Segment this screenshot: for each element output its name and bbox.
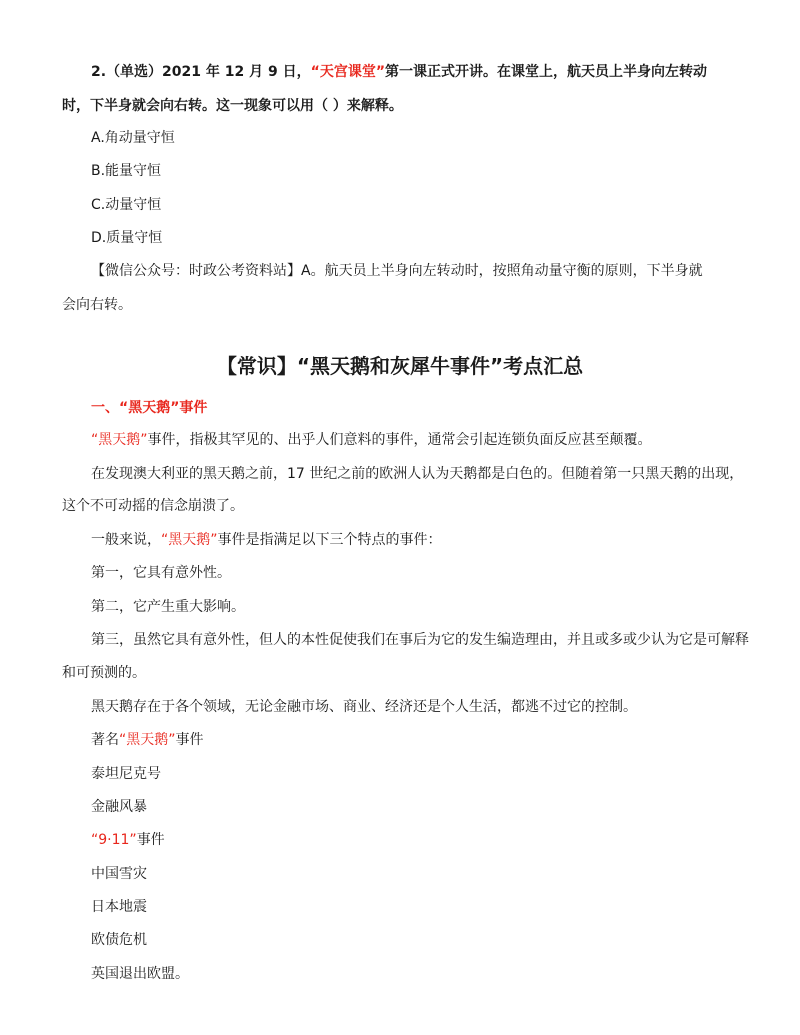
911-highlight: “9·11”	[91, 832, 137, 848]
list-item: 欧债危机	[91, 932, 147, 948]
paragraph-2-line-2: 这个不可动摇的信念崩溃了。	[62, 498, 244, 514]
paragraph-3-prefix: 一般来说，	[91, 532, 161, 548]
paragraph-1-text: 事件，指极其罕见的、出乎人们意料的事件，通常会引起连锁负面反应甚至颠覆。	[147, 432, 652, 448]
paragraph-2-line-1: 在发现澳大利亚的黑天鹅之前，17 世纪之前的欧洲人认为天鹅都是白色的。但随着第一只黑天鹅的出现，	[91, 466, 744, 482]
answer-line-1: 【微信公众号：时政公考资料站】A。航天员上半身向左转动时，按照角动量守衡的原则，下半身就	[91, 263, 703, 279]
option-c: C.动量守恒	[91, 197, 162, 213]
event-suffix: 事件	[136, 832, 165, 848]
paragraph-1	[91, 430, 652, 450]
black-swan-highlight: “黑天鹅”	[91, 432, 148, 448]
answer-line-2: 会向右转。	[62, 297, 132, 313]
list-item: 日本地震	[91, 899, 147, 915]
list-item: 泰坦尼克号	[91, 766, 161, 782]
black-swan-highlight: “黑天鹅”	[119, 732, 176, 748]
famous-prefix: 著名	[91, 732, 119, 748]
paragraph-3-suffix: 事件是指满足以下三个特点的事件：	[217, 532, 442, 548]
black-swan-highlight: “黑天鹅”	[161, 532, 218, 548]
option-d: D.质量守恒	[91, 230, 163, 246]
famous-suffix: 事件	[175, 732, 204, 748]
question-text-1: 第一课正式开讲。在课堂上，航天员上半身向左转动	[385, 64, 708, 80]
option-b: B.能量守恒	[91, 163, 162, 179]
paragraph-4: 黑天鹅存在于各个领域，无论金融市场、商业、经济还是个人生活，都逃不过它的控制。	[91, 699, 637, 715]
list-item: 中国雪灾	[91, 866, 147, 882]
section-heading: 一、“黑天鹅”事件	[91, 400, 208, 416]
paragraph-3	[91, 530, 442, 550]
point-2: 第二，它产生重大影响。	[91, 599, 245, 615]
question-line-2: 时，下半身就会向右转。这一现象可以用（ ）来解释。	[62, 98, 403, 114]
question-number-date: 2.（单选）2021 年 12 月 9 日，	[91, 64, 311, 80]
section-title: 【常识】“黑天鹅和灰犀牛事件”考点汇总	[216, 354, 584, 378]
point-3-line-2: 和可预测的。	[62, 665, 146, 681]
tiangong-highlight: “天宫课堂”	[310, 64, 386, 80]
list-item	[91, 830, 165, 850]
list-item: 金融风暴	[91, 799, 147, 815]
question-line-1	[91, 62, 707, 82]
point-1: 第一，它具有意外性。	[91, 565, 231, 581]
point-3-line-1: 第三，虽然它具有意外性，但人的本性促使我们在事后为它的发生编造理由，并且或多或少认为它是可解释	[91, 632, 749, 648]
option-a: A.角动量守恒	[91, 130, 175, 146]
famous-events-heading	[91, 730, 204, 750]
list-item: 英国退出欧盟。	[91, 966, 189, 982]
